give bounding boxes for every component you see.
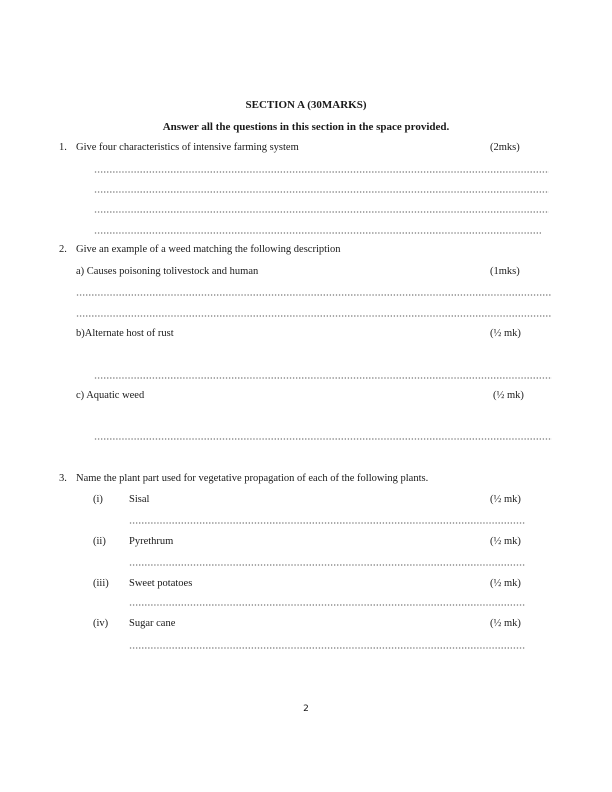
subquestion-marks: (1mks)	[490, 266, 520, 277]
subquestion-marks: (½ mk)	[490, 618, 521, 629]
subquestion-label: Sweet potatoes	[129, 578, 193, 589]
subquestion-label: c) Aquatic weed	[76, 390, 145, 401]
section-title: SECTION A (30MARKS)	[245, 99, 367, 111]
answer-line[interactable]	[94, 211, 549, 213]
question-text: Give an example of a weed matching the following description	[76, 244, 341, 255]
subquestion-marks: (½ mk)	[490, 328, 521, 339]
answer-line[interactable]	[129, 522, 525, 524]
subquestion-label: a) Causes poisoning tolivestock and human	[76, 266, 259, 277]
answer-line[interactable]	[94, 438, 552, 440]
answer-line[interactable]	[94, 232, 542, 234]
question-text: Give four characteristics of intensive farming system	[76, 142, 299, 153]
question-number: 1.	[59, 142, 67, 153]
answer-line[interactable]	[129, 564, 525, 566]
subquestion-label: b)Alternate host of rust	[76, 328, 174, 339]
question-marks: (2mks)	[490, 142, 520, 153]
question-text: Name the plant part used for vegetative propagation of each of the following plants.	[76, 473, 429, 484]
subquestion-label: Sugar cane	[129, 618, 176, 629]
subquestion-numeral: (iii)	[93, 578, 109, 589]
section-instruction: Answer all the questions in this section in the space provided.	[162, 121, 450, 133]
answer-line[interactable]	[129, 604, 525, 606]
page-number: 2	[303, 704, 309, 714]
answer-line[interactable]	[76, 294, 552, 296]
subquestion-numeral: (ii)	[93, 536, 106, 547]
subquestion-label: Pyrethrum	[129, 536, 174, 547]
answer-line[interactable]	[94, 191, 549, 193]
subquestion-marks: (½ mk)	[490, 494, 521, 505]
answer-line[interactable]	[129, 647, 525, 649]
subquestion-numeral: (i)	[93, 494, 103, 505]
answer-line[interactable]	[94, 171, 549, 173]
subquestion-marks: (½ mk)	[493, 390, 524, 401]
question-number: 3.	[59, 473, 67, 484]
subquestion-label: Sisal	[129, 494, 150, 505]
subquestion-numeral: (iv)	[93, 618, 109, 629]
subquestion-marks: (½ mk)	[490, 536, 521, 547]
answer-line[interactable]	[76, 315, 552, 317]
answer-line[interactable]	[94, 377, 552, 379]
subquestion-marks: (½ mk)	[490, 578, 521, 589]
question-number: 2.	[59, 244, 67, 255]
